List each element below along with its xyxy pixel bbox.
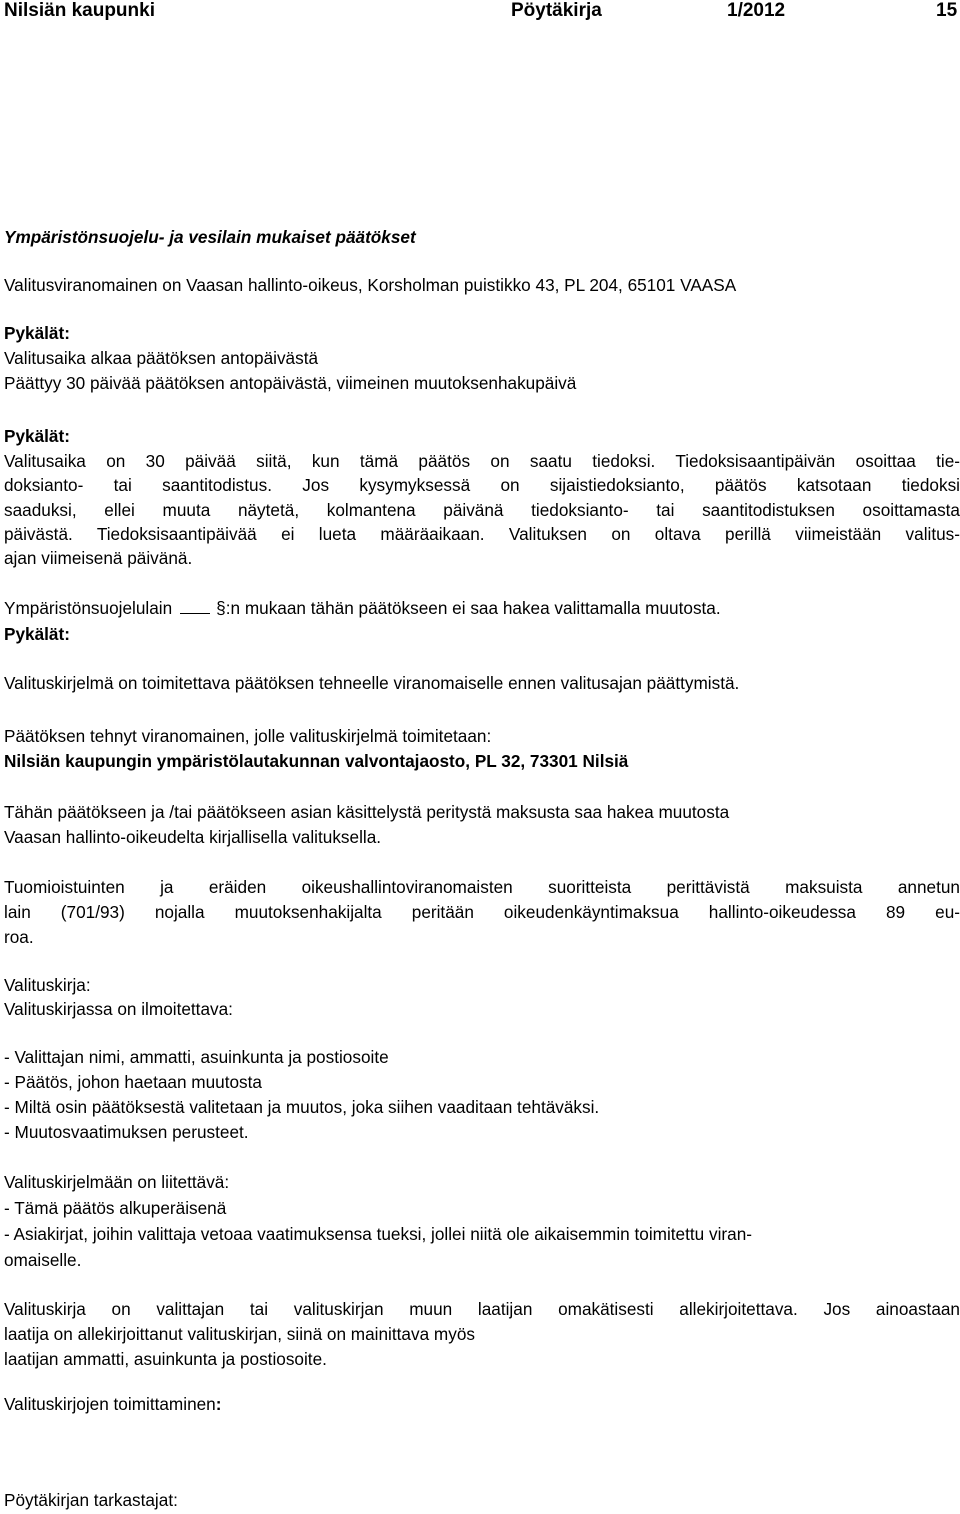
list-item: - Muutosvaatimuksen perusteet.: [4, 1122, 249, 1142]
delivery-heading: [4, 1394, 221, 1414]
appeal-letter-intro: Valituskirjassa on ilmoitettava:: [4, 999, 233, 1019]
list-item: - Valittajan nimi, ammatti, asuinkunta ja postiosoite: [4, 1047, 389, 1067]
minutes-checkers: Pöytäkirjan tarkastajat:: [4, 1490, 178, 1510]
signing-line: laatija on allekirjoittanut valituskirjan, siinä on mainittava myös: [4, 1324, 475, 1344]
list-item: omaiselle.: [4, 1250, 82, 1270]
environmental-law-suffix: §:n mukaan tähän päätökseen ei saa hakea valittamalla muutosta.: [216, 598, 721, 618]
block1-line: Päättyy 30 päivää päätöksen antopäivästä, viimeinen muutoksenhakupäivä: [4, 373, 577, 393]
fee-appeal-line: Tähän päätökseen ja /tai päätökseen asian käsittelystä peritystä maksusta saa hakea muutosta: [4, 802, 730, 822]
header-document-type: Pöytäkirja: [511, 0, 602, 21]
list-item: - Päätös, johon haetaan muutosta: [4, 1072, 262, 1092]
authority-intro: Päätöksen tehnyt viranomainen, jolle valituskirjelmä toimitetaan:: [4, 726, 492, 746]
block2-line: ajan viimeisenä päivänä.: [4, 548, 193, 568]
fee-appeal-line: Vaasan hallinto-oikeudelta kirjallisella valituksella.: [4, 827, 382, 847]
court-fee-line: Tuomioistuinten ja eräiden oikeushallintoviranomaisten suoritteista perittävistä maksuista annetun: [4, 877, 960, 897]
list-item: - Miltä osin päätöksestä valitetaan ja muutos, joka siihen vaaditaan tehtäväksi.: [4, 1097, 600, 1117]
block2-line: Valitusaika on 30 päivää siitä, kun tämä päätös on saatu tiedoksi. Tiedoksisaantipäivän osoittaa tie-: [4, 451, 960, 471]
list-item: - Tämä päätös alkuperäisenä: [4, 1198, 227, 1218]
authority-name: Nilsiän kaupungin ympäristölautakunnan valvontajaosto, PL 32, 73301 Nilsiä: [4, 751, 629, 771]
delivery-note: Valituskirjelmä on toimitettava päätöksen tehneelle viranomaiselle ennen valitusajan päättymistä.: [4, 673, 740, 693]
attachments-intro: Valituskirjelmään on liitettävä:: [4, 1172, 230, 1192]
block2-line: päivästä. Tiedoksisaantipäivää ei lueta määräaikaan. Valituksen on oltava perillä viimeistään valitus-: [4, 524, 960, 544]
signing-line: laatijan ammatti, asuinkunta ja postiosoite.: [4, 1349, 327, 1369]
court-fee-line: roa.: [4, 927, 34, 947]
list-item: - Asiakirjat, joihin valittaja vetoaa vaatimuksensa tueksi, jollei niitä ole aikaisemmin toimitettu viran-: [4, 1224, 752, 1244]
appeal-letter-heading: Valituskirja:: [4, 975, 91, 995]
block3-label: Pykälät:: [4, 624, 70, 644]
block1-label: Pykälät:: [4, 323, 70, 343]
header-document-number: 1/2012: [727, 0, 786, 21]
court-fee-line: lain (701/93) nojalla muutoksenhakijalta peritään oikeudenkäyntimaksua hallinto-oikeudessa 89 eu-: [4, 902, 960, 922]
section-title: Ympäristönsuojelu- ja vesilain mukaiset päätökset: [4, 227, 416, 247]
environmental-law-prefix: Ympäristönsuojelulain: [4, 598, 173, 618]
section-number-blank: [180, 599, 210, 614]
page-header: [0, 0, 960, 24]
delivery-heading-text: Valituskirjojen toimittaminen: [4, 1394, 216, 1414]
delivery-heading-colon: :: [215, 1394, 222, 1414]
block1-line: Valitusaika alkaa päätöksen antopäivästä: [4, 348, 319, 368]
block2-label: Pykälät:: [4, 426, 70, 446]
header-page-number: 15: [936, 0, 958, 21]
appeal-authority: Valitusviranomainen on Vaasan hallinto-oikeus, Korsholman puistikko 43, PL 204, 65101 VAASA: [4, 275, 737, 295]
signing-line: Valituskirja on valittajan tai valituskirjan muun laatijan omakätisesti allekirjoitettava. Jos ainoastaan: [4, 1299, 960, 1319]
block2-line: saaduksi, ellei muuta näytetä, kolmantena päivänä tiedoksianto- tai saantitodistuksen osoittamasta: [4, 500, 960, 520]
header-organization: Nilsiän kaupunki: [4, 0, 155, 21]
block2-line: doksianto- tai saantitodistus. Jos kysymyksessä on sijaistiedoksianto, päätös katsotaan tiedoksi: [4, 475, 960, 495]
environmental-law-note: [4, 598, 721, 618]
